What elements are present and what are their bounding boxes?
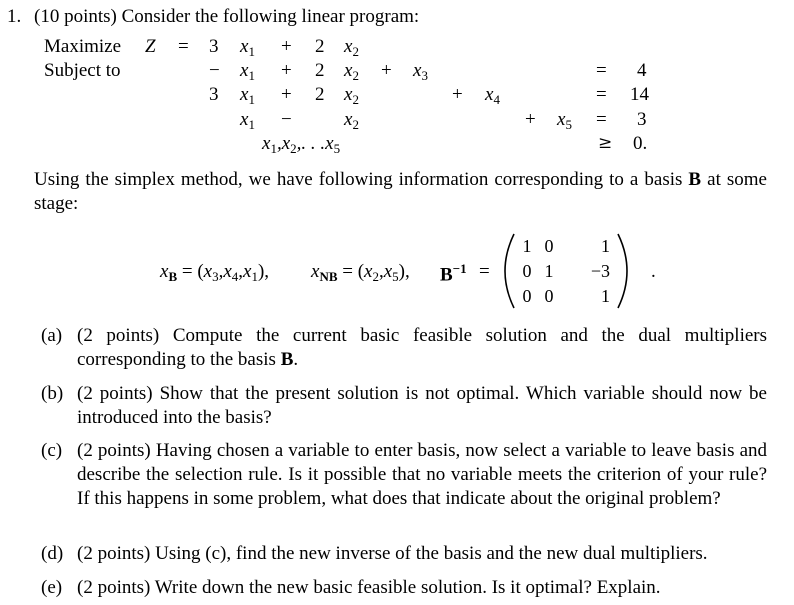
- row1-eq: =: [596, 60, 607, 81]
- part-text: (2 points) Write down the new basic feasible solution. Is it optimal? Explain.: [77, 577, 661, 598]
- row2-x1: $x_1$: [240, 84, 255, 107]
- nonneg-rhs: 0.: [633, 133, 648, 154]
- matrix-cell: 0: [522, 286, 532, 306]
- part-b: [41, 382, 767, 430]
- row3-rhs: 3: [637, 109, 647, 130]
- row1-plus: +: [281, 60, 292, 81]
- xnb-expression: $x_{NB} = (x_2,x_5)$,: [311, 261, 410, 284]
- matrix-brackets: [496, 232, 636, 310]
- binv-eq: =: [479, 261, 490, 282]
- obj-coef-2: 2: [315, 36, 325, 57]
- intro-paragraph: Using the simplex method, we have following information corresponding to a basis B at some stage:: [34, 169, 767, 214]
- obj-x1: $x_1$: [240, 36, 255, 59]
- subject-to-label: Subject to: [44, 60, 121, 81]
- objective-var: Z: [145, 36, 156, 57]
- row3-x2: $x_2$: [344, 109, 359, 132]
- row2-plus-2: +: [452, 84, 463, 105]
- part-text: (2 points) Show that the present solution is not optimal. Which variable should now be introduced into the basis?: [77, 383, 767, 428]
- part-label: (a): [41, 325, 63, 346]
- matrix-period: .: [651, 261, 656, 282]
- matrix-cell: −3: [590, 261, 610, 281]
- row3-minus: −: [281, 109, 292, 130]
- row2-x2: $x_2$: [344, 84, 359, 107]
- part-a: [41, 324, 767, 372]
- row1-coef-2: 2: [315, 60, 325, 81]
- row2-coef-2: 2: [315, 84, 325, 105]
- obj-x2: $x_2$: [344, 36, 359, 59]
- obj-coef-1: 3: [209, 36, 219, 57]
- right-paren: [618, 234, 627, 308]
- matrix-cell: 1: [601, 286, 610, 306]
- row1-x3: $x_3$: [413, 60, 428, 83]
- problem-header: (10 points) Consider the following linear program:: [34, 6, 420, 27]
- row3-x5: $x_5$: [557, 109, 572, 132]
- matrix-cell: 0: [522, 261, 532, 281]
- row2-coef-1: 3: [209, 84, 219, 105]
- part-label: (c): [41, 440, 63, 461]
- part-d: [41, 542, 767, 566]
- row2-eq: =: [596, 84, 607, 105]
- row3-x1: $x_1$: [240, 109, 255, 132]
- part-label: (e): [41, 577, 63, 598]
- matrix-cell: 1: [522, 236, 532, 256]
- row2-x4: $x_4$: [485, 84, 500, 107]
- left-paren: [505, 234, 514, 308]
- matrix-cell: 0: [544, 236, 554, 256]
- nonneg-lhs: $x_1,x_2$,. . $.x_5$: [262, 133, 341, 156]
- matrix-cell: 1: [544, 261, 554, 281]
- obj-plus: +: [281, 36, 292, 57]
- row2-plus: +: [281, 84, 292, 105]
- maximize-label: Maximize: [44, 36, 122, 57]
- matrix-cell: 0: [544, 286, 554, 306]
- part-e: [41, 576, 767, 600]
- part-c: [41, 439, 767, 511]
- part-text: (2 points) Compute the current basic feasible solution and the dual multipliers corresponding to the basis B.: [77, 325, 767, 370]
- row1-rhs: 4: [637, 60, 647, 81]
- row2-rhs: 14: [630, 84, 649, 105]
- row1-plus-2: +: [381, 60, 392, 81]
- part-label: (d): [41, 543, 64, 564]
- row1-minus: −: [209, 60, 220, 81]
- nonneg-geq: ≥: [598, 133, 613, 153]
- matrix-cell: 1: [601, 236, 610, 256]
- xb-expression: $x_B = (x_3,x_4,x_1)$,: [160, 261, 270, 284]
- part-label: (b): [41, 383, 64, 404]
- problem-number: 1.: [7, 6, 22, 27]
- part-text: (2 points) Having chosen a variable to enter basis, now select a variable to leave basis and describe the selection rule. Is it possible that no variable meets the criterion of your rule? If this happens in some problem, what does that indicate about the original problem?: [77, 440, 767, 509]
- row1-x1: $x_1$: [240, 60, 255, 83]
- part-text: (2 points) Using (c), find the new inverse of the basis and the new dual multipliers.: [77, 543, 708, 564]
- row3-plus: +: [525, 109, 536, 130]
- binv-label: $B^{-1}$: [440, 261, 467, 286]
- objective-eq: =: [178, 36, 189, 57]
- row3-eq: =: [596, 109, 607, 130]
- row1-x2: $x_2$: [344, 60, 359, 83]
